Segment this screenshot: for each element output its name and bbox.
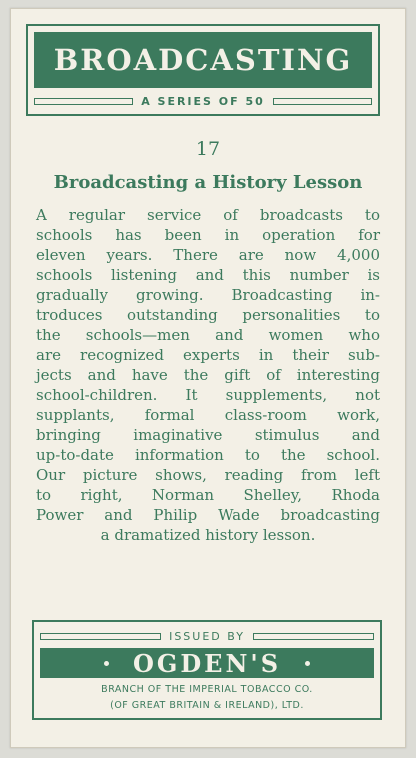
description-line: up-to-date information to the school. <box>36 446 380 464</box>
issued-row <box>40 628 374 644</box>
card-title: Broadcasting a History Lesson <box>53 172 363 193</box>
description-line: eleven years. There are now 4,000 <box>36 246 380 264</box>
brand-band <box>40 648 374 678</box>
right-rule <box>273 98 372 105</box>
right-rule <box>253 633 374 640</box>
description-line: Power and Philip Wade broadcasting <box>36 506 380 524</box>
description-line: are recognized experts in their sub- <box>36 346 380 364</box>
description-line: supplants, formal class-room work, <box>36 406 380 424</box>
issued-by-label: ISSUED BY <box>169 629 245 643</box>
description-line: schools has been in operation for <box>36 226 380 244</box>
left-rule <box>34 98 133 105</box>
card-description <box>36 205 380 545</box>
card-number: 17 <box>195 138 221 160</box>
series-title: BROADCASTING <box>53 43 353 77</box>
left-rule <box>40 633 161 640</box>
series-row <box>34 92 372 110</box>
description-line: A regular service of broadcasts to <box>36 206 380 224</box>
branch-line-1: BRANCH OF THE IMPERIAL TOBACCO CO. <box>101 684 313 695</box>
description-line: jects and have the gift of interesting <box>36 366 380 384</box>
description-line: a dramatized history lesson. <box>100 526 316 544</box>
description-line: school-children. It supplements, not <box>36 386 380 404</box>
description-line: troduces outstanding personalities to <box>36 306 380 324</box>
description-line: to right, Norman Shelley, Rhoda <box>36 486 380 504</box>
series-subtitle: A SERIES OF 50 <box>141 94 265 108</box>
bullet-icon <box>104 661 109 666</box>
brand-name: OGDEN'S <box>132 648 282 678</box>
branch-line-2: (OF GREAT BRITAIN & IRELAND), LTD. <box>110 700 304 711</box>
description-line: schools listening and this number is <box>36 266 380 284</box>
bullet-icon <box>305 661 310 666</box>
description-line: the schools—men and women who <box>36 326 380 344</box>
header-frame <box>26 24 380 116</box>
description-line: Our picture shows, reading from left <box>36 466 380 484</box>
description-line: bringing imaginative stimulus and <box>36 426 380 444</box>
description-line: gradually growing. Broadcasting in- <box>36 286 380 304</box>
header-band <box>34 32 372 88</box>
footer-frame <box>32 620 382 720</box>
